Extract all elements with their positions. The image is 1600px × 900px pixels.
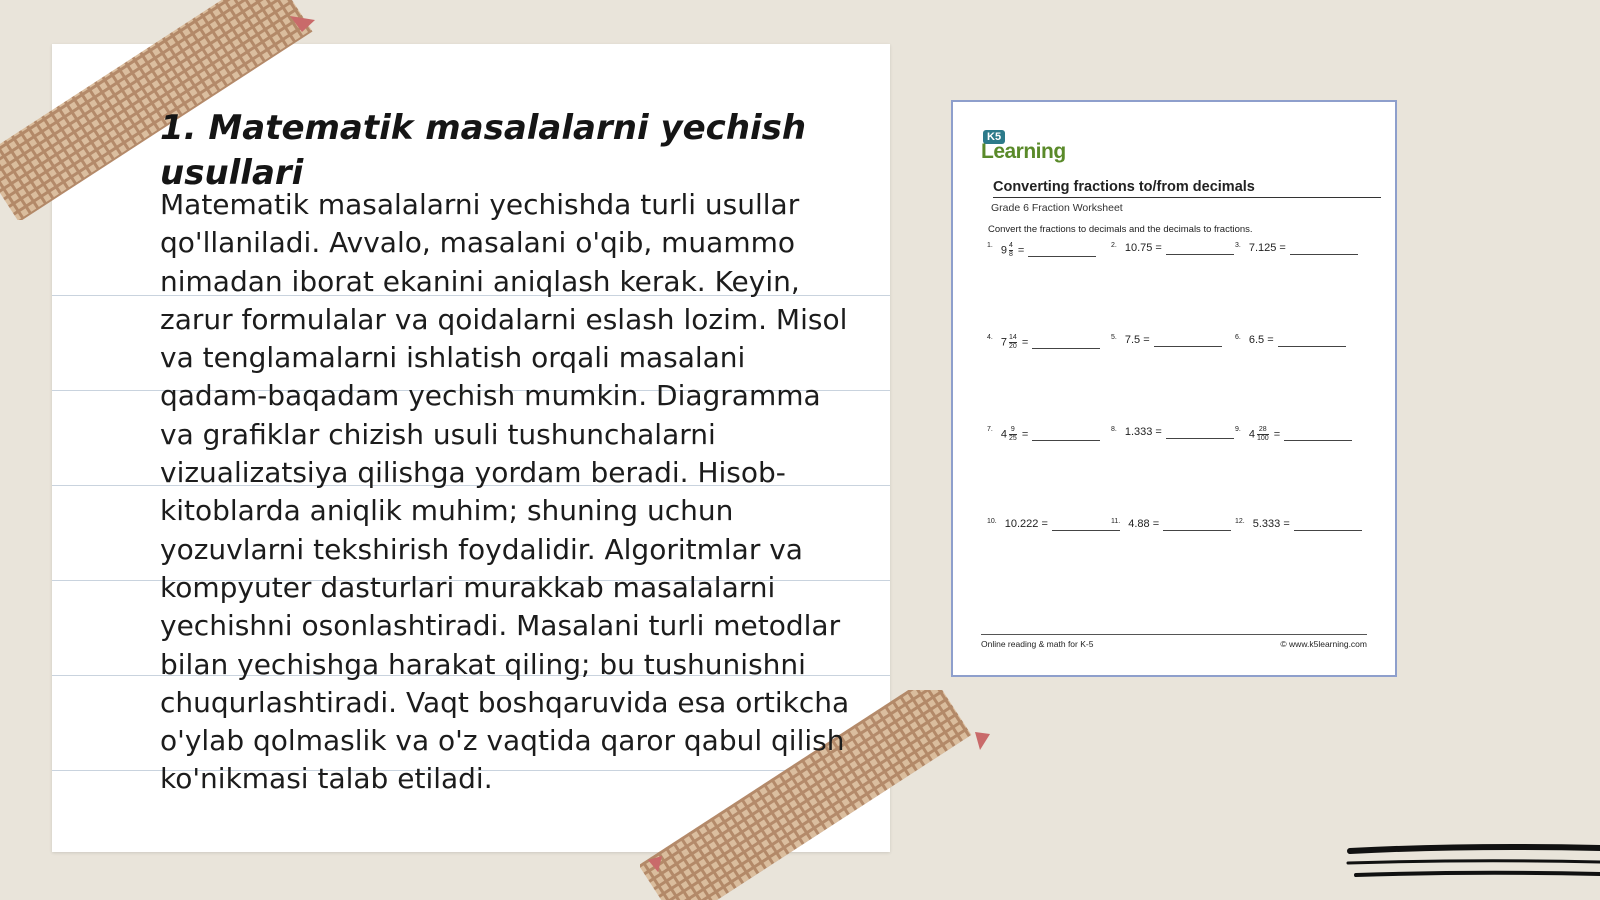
fraction-denominator: 25 <box>1008 435 1017 442</box>
problem-value: 10.75 <box>1124 242 1153 254</box>
fraction-numerator: 4 <box>1008 242 1013 249</box>
problem-number: 4. <box>987 334 993 341</box>
k5-learning-logo <box>981 130 1071 166</box>
answer-blank <box>1166 253 1234 255</box>
problem-number: 5. <box>1111 334 1117 341</box>
fraction-denominator: 100 <box>1256 435 1269 442</box>
problem-whole: 4 <box>1248 428 1255 441</box>
worksheet-footer-left: Online reading & math for K-5 <box>981 639 1094 649</box>
worksheet-footer-right: © www.k5learning.com <box>1280 639 1367 649</box>
problem-equals: = <box>1018 428 1029 441</box>
problem-equals: = <box>1276 242 1286 254</box>
fraction-numerator: 14 <box>1008 334 1017 341</box>
problem-number: 1. <box>987 242 993 249</box>
slide-body-text: Matematik masalalarni yechishda turli usullar qo'llaniladi. Avvalo, masalani o'qib, muammo nimadan iborat ekanini aniqlash kerak. Keyin, zarur formulalar va qoidalarni eslash lozim. Misol va tenglamalarni ishlatish orqali masalani qadam-baqadam yechish mumkin. Diagramma va grafiklar chizish usuli tushunchalarni vizualizatsiya qilishga yordam beradi. Hisob-kitoblarda aniqlik muhim; shuning uchun yozuvlarni tekshirish foydalidir. Algoritmlar va kompyuter dasturlari murakkab masalalarni yechishni osonlashtiradi. Masalani turli metodlar bilan yechishga harakat qiling; bu tushunishni chuqurlashtiradi. Vaqt boshqaruvida esa ortikcha o'ylab qolmaslik va o'z vaqtida qaror qabul qilish ko'nikmasi talab etiladi. <box>160 188 850 796</box>
worksheet-subtitle: Grade 6 Fraction Worksheet <box>991 202 1123 214</box>
problem-equals: = <box>1152 426 1162 438</box>
problem-number: 11. <box>1111 518 1121 525</box>
answer-blank <box>1032 439 1100 441</box>
problem-fraction <box>1257 426 1269 443</box>
problem-equals: = <box>1264 334 1274 346</box>
problem-number: 3. <box>1235 242 1241 249</box>
problem-equals: = <box>1140 334 1150 346</box>
problem-number: 12. <box>1235 518 1245 525</box>
problem-fraction <box>1009 334 1017 351</box>
fraction-numerator: 28 <box>1258 426 1267 433</box>
problem-number: 9. <box>1235 426 1241 433</box>
problem-whole: 9 <box>1000 244 1007 257</box>
worksheet-problem <box>1111 334 1222 347</box>
problem-fraction <box>1009 426 1017 443</box>
problem-value: 6.5 <box>1248 334 1265 346</box>
problem-equals: = <box>1270 428 1281 441</box>
problem-value: 10.222 <box>1004 518 1039 530</box>
problem-value: 7.5 <box>1124 334 1141 346</box>
problem-value: 4.88 <box>1128 518 1150 530</box>
answer-blank <box>1278 345 1346 347</box>
problem-number: 10. <box>987 518 997 525</box>
slide-title: 1. Matematik masalalarni yechish usullari <box>160 108 807 193</box>
fraction-numerator: 9 <box>1010 426 1015 433</box>
worksheet-problem <box>1235 242 1358 255</box>
worksheet-problem <box>987 518 1120 531</box>
answer-blank <box>1028 255 1096 257</box>
worksheet-problem <box>1111 242 1234 255</box>
worksheet-problem <box>1235 426 1352 443</box>
logo-word: Learning <box>981 140 1066 163</box>
problem-number: 2. <box>1111 242 1117 249</box>
problem-equals: = <box>1014 244 1025 257</box>
answer-blank <box>1163 529 1231 531</box>
problem-whole: 7 <box>1000 336 1007 349</box>
answer-blank <box>1294 529 1362 531</box>
worksheet-title: Converting fractions to/from decimals <box>993 178 1381 198</box>
problem-whole: 4 <box>1000 428 1007 441</box>
answer-blank <box>1166 437 1234 439</box>
problem-value: 7.125 <box>1248 242 1277 254</box>
answer-blank <box>1290 253 1358 255</box>
problem-number: 8. <box>1111 426 1117 433</box>
answer-blank <box>1032 347 1100 349</box>
answer-blank <box>1284 439 1352 441</box>
problem-equals: = <box>1280 518 1290 530</box>
problem-equals: = <box>1018 336 1029 349</box>
worksheet-image <box>951 100 1397 677</box>
worksheet-problem <box>1111 426 1234 439</box>
problem-number: 7. <box>987 426 993 433</box>
worksheet-problem <box>987 242 1096 259</box>
fraction-denominator: 20 <box>1008 343 1017 350</box>
worksheet-problem <box>1235 518 1362 531</box>
answer-blank <box>1154 345 1222 347</box>
problem-value: 1.333 <box>1124 426 1153 438</box>
worksheet-problem <box>987 334 1100 351</box>
problem-equals: = <box>1149 518 1160 530</box>
problem-equals: = <box>1038 518 1048 530</box>
fraction-denominator: 8 <box>1008 251 1013 258</box>
worksheet-instructions: Convert the fractions to decimals and the decimals to fractions. <box>988 224 1253 235</box>
answer-blank <box>1052 529 1120 531</box>
worksheet-problem <box>1111 518 1231 531</box>
problem-equals: = <box>1152 242 1162 254</box>
problem-fraction <box>1009 242 1013 259</box>
logo-badge: K5 <box>983 130 1005 144</box>
worksheet-problem <box>1235 334 1346 347</box>
worksheet-footer-line <box>981 634 1367 635</box>
decorative-brush-strokes <box>1346 843 1600 897</box>
worksheet-problem <box>987 426 1100 443</box>
problem-value: 5.333 <box>1252 518 1281 530</box>
problem-number: 6. <box>1235 334 1241 341</box>
